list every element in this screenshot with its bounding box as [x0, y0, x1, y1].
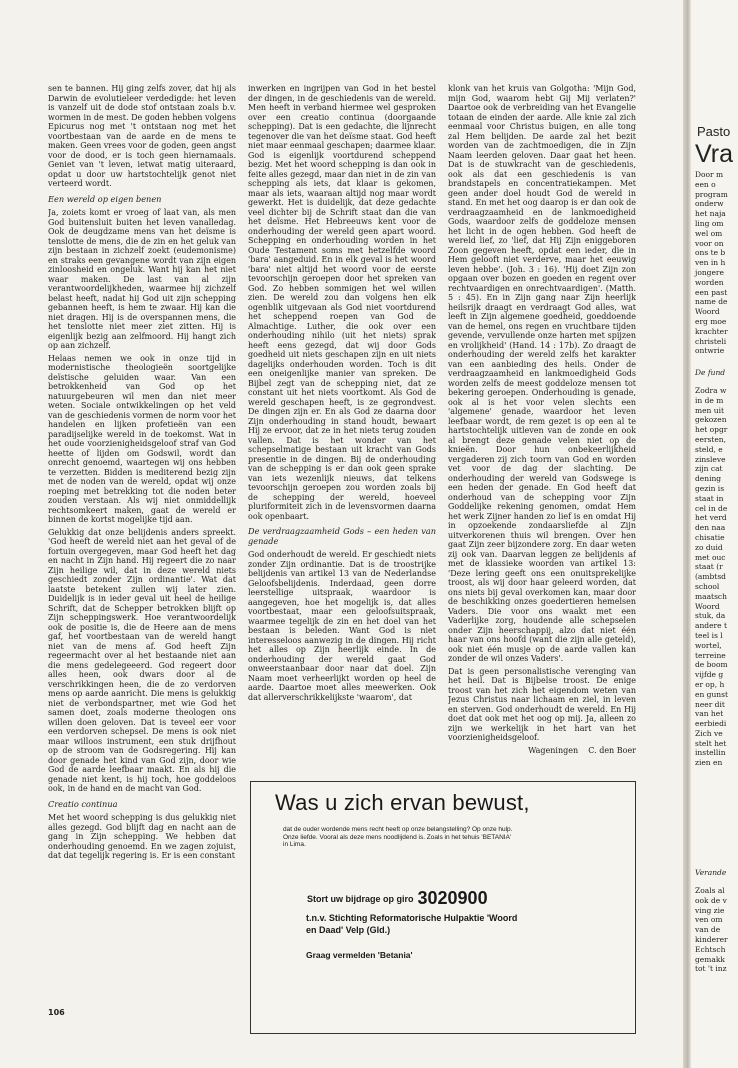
text-fragment: Echtsch — [695, 944, 726, 954]
text-fragment: jongere — [695, 267, 724, 277]
text-fragment: worden — [695, 277, 724, 287]
ad-body-line: dat de ouder wordende mens recht heeft op onze belangstelling? Op onze hulp. — [283, 826, 513, 833]
text-fragment: zo duid — [695, 542, 723, 552]
text-fragment: Woord — [695, 601, 720, 611]
page-number: 106 — [48, 1008, 65, 1017]
right-page-edge — [691, 0, 738, 1068]
ad-body-line: in Lima. — [283, 841, 306, 848]
paragraph: Dat is geen personalistische verenging van het heil. Dat is Bijbelse troost. De enige troost van het zich het eigendom weten van Jezus Christus naar lichaam en ziel, in leven en sterven. God onderhoudt de wereld. En Hij doet dat ook met het oog op mij. Ja, alleen zo zijn we werkelijk in het hart van het voorzienigheidsgeloof. — [448, 666, 636, 742]
text-fragment: christeli — [695, 336, 727, 346]
text-fragment: gekozen — [695, 415, 727, 425]
text-fragment: er op, h — [695, 679, 725, 689]
advertisement-box — [250, 781, 636, 1034]
text-fragment: zien en — [695, 758, 723, 768]
text-fragment: Zodra w — [695, 386, 727, 395]
text-fragment: den naa — [695, 523, 726, 533]
text-fragment: men uit — [695, 405, 725, 415]
right-page-subheading: De fund — [695, 368, 726, 377]
text-fragment: Zich ve — [695, 728, 723, 738]
paragraph: God onderhoudt de wereld. Er geschiedt niets zonder Zijn ordinantie. Dat is de troostrijke belijdenis van artikel 13 van de Nederlandse Geloofsbelijdenis. Inderdaad, geen dorre leerstellige uitspraak, waardoor is aangegeven, hoe het mogelijk is, dat alles voortbestaat, maar een geloofsuitspraak, waarmee tegelijk de zin en het doel van het bestaan is beleden. Want God is niet interesseloos aanwezig in de dingen. Hij richt het alles op Zijn heerlijk einde. In de onderhouding der wereld gaat God onweerstaanbaar door naar dat doel. Zijn Naam moet verheerlijkt worden op heel de aarde. Daartoe moet alles meewerken. Ook dat allerverschrikkelijkste 'waarom', dat — [248, 550, 436, 702]
column-1 — [48, 84, 236, 1004]
text-fragment: neer dit — [695, 699, 725, 709]
text-fragment: stelt het — [695, 738, 727, 748]
text-fragment: dening — [695, 474, 722, 484]
right-page-subheading: Verande — [695, 868, 727, 877]
text-fragment: wel om — [695, 228, 723, 238]
text-fragment: ook de v — [695, 895, 727, 905]
text-fragment: erg moe — [695, 316, 727, 326]
text-fragment: teel is l — [695, 630, 723, 640]
ad-org-line: en Daad' Velp (Gld.) — [306, 925, 391, 935]
text-fragment: een o — [695, 179, 716, 189]
text-fragment: Zoals al — [695, 886, 725, 895]
text-fragment: cel in de — [695, 503, 728, 513]
text-fragment: gemakk — [695, 954, 725, 964]
text-fragment: program — [695, 189, 728, 199]
text-fragment: zijn cat — [695, 464, 723, 474]
text-fragment: ontwrie — [695, 346, 725, 356]
text-fragment: ven om — [695, 915, 723, 925]
book-gutter — [683, 0, 691, 1068]
text-fragment: stuk, da — [695, 611, 726, 621]
text-fragment: van de — [695, 925, 721, 935]
text-fragment: ons te b — [695, 248, 726, 258]
text-fragment: vijfde g — [695, 670, 724, 680]
text-fragment: van het — [695, 709, 724, 719]
text-fragment: chisatie — [695, 532, 725, 542]
ad-org-line: t.n.v. Stichting Reformatorische Hulpaktie 'Woord — [306, 913, 518, 923]
text-fragment: terreine — [695, 650, 726, 660]
column-2 — [248, 84, 436, 774]
ad-body — [283, 826, 583, 849]
column-3 — [448, 84, 636, 774]
text-fragment: staat in — [695, 493, 724, 503]
text-fragment: tot 't inz — [695, 964, 727, 974]
ad-body-line: Onze liefde. Vooral als deze mens noodlijdend is. Zoals in het tehuis 'BETANIA' — [283, 833, 512, 841]
section-heading: Een wereld op eigen benen — [48, 193, 162, 204]
paragraph: klonk van het kruis van Golgotha: 'Mijn God, mijn God, waarom hebt Gij Mij verlaten?' Daartoe ook de verbreiding van het Evangelie totaan de einden der aarde. Alle knie zal zich eenmaal voor Christus buigen, en alle tong zal Hem belijden. De aarde zal het bezit worden van de zachtmoedigen, die in Zijn Naam leerden geloven. Daar gaat het heen. Dat is de stuwkracht van de geschiedenis, ook als dat een geschiedenis is van brandstapels en concentratiekampen. Met geen ander doel houdt God de wereld in stand. En met het oog daarop is er dan ook de verdraagzaamheid en de lankmoedigheid Gods, waardoor zelfs de goddeloze mensen het licht in de ogen hebben. God heeft de wereld lief, zo 'lief, dat Hij Zijn eniggeboren Zoon gegeven heeft, opdat een ieder, die in Hem gelooft niet verderve, maar het eeuwig leven hebbe'. (Joh. 3 : 16). 'Hij doet Zijn zon opgaan over bozen en goeden en regent over rechtvaardigen en onrechtvaardigen'. (Matth. 5 : 45). En in Zijn gang naar Zijn heerlijk heilsrijk draagt en verdraagt God alles, wat leeft in Zijn algemene goedheid, goeddoende van de hemel, ons regen en vruchtbare tijden gevende, vervullende onze harten met spijzen en vrolijkheid' (Hand. 14 : 17b). Zo draagt de onderhouding der wereld zelfs het karakter van een aanbieding des heils. Onder de verdraagzaamheid en lankmoedigheid Gods worden zelfs de meest goddeloze mensen tot bekering geroepen. Onderhouding is genade, ook al is het voor velen slechts een 'algemene' genade, waardoor het leven leefbaar wordt, de rem gezet is op een al te hartstochtelijk uitleven van de zonde en ook al brengt deze genade velen niet op de knieën. Door hun onbekeerlijkheid vergaderen zij zich toorn van God en worden vet voor de dag der slachting. De onderhouding der wereld van Godswege is een heden der genade. En God heeft dat onderhoud van de schepping voor Zijn Goddelijke rekening genomen, omdat Hem het werk Zijner handen zo lief is en omdat Hij in opzoekende zondaarsliefde al Zijn uitverkorenen thuis wil brengen. Over hen gaat Zijn zeer bijzondere zorg. En daar weten zij ook van. Daarvan leggen ze belijdenis af met de klassieke woorden van artikel 13: 'Deze lering geeft ons een onuitsprekelijke troost, als wij door haar geleerd worden, dat ons niets bij geval overkomen kan, maar door de beschikking onzes goedertieren hemelsen Vaders. Die voor ons waakt met een Vaderlijke zorg, houdende alle schepselen onder Zijn heerschappij, alzo dat niet één haar van ons hoofd (want die zijn alle geteld), ook niet één musje op de aarde vallen kan zonder de wil onzes Vaders'. — [448, 84, 636, 663]
text-fragment: voor on — [695, 238, 724, 248]
text-fragment: instellin — [695, 748, 726, 758]
ad-organisation — [306, 912, 606, 936]
text-fragment: staat (r — [695, 562, 723, 572]
text-fragment: steld, e — [695, 444, 723, 454]
section-heading: De verdraagzaamheid Gods – een heden van genade — [248, 526, 436, 546]
text-fragment: gezin is — [695, 483, 725, 493]
ad-giro-number: 3020900 — [417, 888, 488, 908]
right-page-title: Vra — [695, 140, 733, 168]
text-fragment: onderw — [695, 199, 724, 209]
text-fragment: een past — [695, 287, 728, 297]
right-page-kicker: Pasto — [697, 124, 731, 139]
text-fragment: ven in h — [695, 258, 726, 268]
ad-giro-line — [307, 888, 488, 909]
text-fragment: in de m — [695, 395, 724, 405]
paragraph: Gelukkig dat onze belijdenis anders spreekt. 'God heeft de wereld niet aan het geval of de fortuin overgegeven, maar God heeft het dag en nacht in Zijn hand. Hij regeert die zo naar Zijn heilige wil, dat in deze wereld niets geschiedt zonder Zijn ordinantie'. Wat dat laatste betekent zullen wij later zien. Duidelijk is in ieder geval uit heel de heilige Schrift, dat de Schepper betrokken blijft op Zijn scheppingswerk. Hoe verantwoordelijk ook de positie is, die de Heere aan de mens gaf, het voortbestaan van de wereld hangt niet van de mens af. God heeft Zijn regeermacht over al het bestaande niet aan die mens gedelegeeerd. God regeert door alles heen, ook dwars door al de verschrikkingen heen, die de zo verdorven mens op aarde aanricht. Die mens is gelukkig niet de verbondspartner, met wie God het samen doet, zoals moderne theologen ons willen doen geloven. Dat is teveel eer voor een verdorven schepsel. De mens is ook niet maar willoos instrument, een stuk drijfhout op de stroom van de Godsregering. Hij kan door genade het kind van God zijn, door wie God de aarde leefbaar maakt. En als hij die genade niet kent, is hij toch, hoe goddeloos ook, in de hand en de macht van God. — [48, 527, 236, 793]
ad-headline: Was u zich ervan bewust, — [275, 790, 530, 815]
text-fragment: Woord — [695, 307, 720, 317]
paragraph: Met het woord schepping is dus gelukkig niet alles gezegd. God blijft dag en nacht aan de gang in Zijn schepping. We hebben dat onderhouding genoemd. En we zagen zojuist, dat dat tegelijk regering is. Er is een constant — [48, 813, 236, 860]
ad-mention: Graag vermelden 'Betania' — [306, 950, 413, 960]
paragraph: Helaas nemen we ook in onze tijd in modernistische theologieën soortgelijke deïstische geluiden waar. Van een betrokkenheid van God op het natuurgebeuren wil men dan niet meer weten. Sociale ontwikkelingen op het veld van de geschiedenis vormen de norm voor het handelen en lijken profetieën van een paradijselijke wereld in de toekomst. Wat in het oude voorzienigheidsgeloof straf van God heette of lijden om Godswil, wordt dan onrecht genoemd, waartegen wij ons hebben te verzetten. Bidden is mediterend bezig zijn met de noden van de wereld, opdat wij onze roeping met betrekking tot die noden beter zouden verstaan. Als wij niet onmiddellijk rechtsomkeert maken, gaat de wereld er binnen de kortst mogelijke tijd aan. — [48, 353, 236, 524]
paragraph: Ja, zoiets komt er vroeg of laat van, als men God buitensluit buiten het leven vanalledag. Ook de deugdzame mens van het deïsme is tenslotte de mens, die de zin en het geluk van zijn bestaan in zichzelf zoekt (eudemonisme) en straks een gevangene wordt van zijn eigen zinloosheid en ongeluk. Want hij kan het niet waar maken. De last van al zijn verantwoordelijkheden, waarmee hij zichzelf belast heeft, nadat hij God uit zijn schepping gebannen heeft, is hem te zwaar. Hij kan die niet dragen. Hij is de overspannen mens, die het tenslotte niet meer ziet zitten. Hij is eigenlijk bezig aan zelfmoord. Hij hangt zich op aan zichzelf. — [48, 208, 236, 350]
text-fragment: de boom — [695, 660, 728, 670]
text-fragment: zinsleve — [695, 454, 726, 464]
text-fragment: met ouc — [695, 552, 726, 562]
text-fragment: andere t — [695, 621, 727, 631]
text-fragment: name de — [695, 297, 728, 307]
text-fragment: krachter — [695, 326, 728, 336]
text-fragment: het verd — [695, 513, 727, 523]
section-heading: Creatio continua — [48, 798, 118, 809]
ad-giro-label: Stort uw bijdrage op giro — [307, 894, 414, 904]
text-fragment: en gunst — [695, 689, 728, 699]
signature: Wageningen C. den Boer — [528, 745, 636, 755]
text-fragment: eerbiedi — [695, 719, 727, 729]
text-fragment: school — [695, 581, 720, 591]
paragraph: inwerken en ingrijpen van God in het bestel der dingen, in de geschiedenis van de wereld. Men heeft in verband hiermee wel gesproken over een creatio continua (doorgaande schepping). Dat is een gedachte, die lijnrecht tegenover die van het deïsme staat. God heeft niet maar eenmaal geschapen; daarmee klaar. God is eigenlijk voortdurend scheppend bezig. Met het woord schepping is dan ook in feite alles gezegd, maar dan niet in de zin van schepping als iets, dat klaar is gekomen, maar als iets, waaraan altijd nog maar wordt gewerkt. Het is duidelijk, dat deze gedachte veel dichter bij de Schrift staat dan die van het deïsme. Het Hebreeuws kent voor de onderhouding der wereld geen apart woord. Schepping en onderhouding worden in het Oude Testament soms met hetzelfde woord 'bara' aangeduid. En in elk geval is het woord 'bara' niet altijd het woord voor de eerste tevoorschijn geroepen door het spreken van God. Zo hebben sommigen het wel willen zien. De wereld zou dan volgens hen elk ogenblik uitgevaan als God niet voortdurend het scheppend roepen van God de Almachtige. Luther, die ook over een onderhouding nihilo (uit het niets) sprak heeft eens gezegd, dat wij door Gods goedheid uit niets geschapen zijn en uit niets dagelijks onderhouden worden. Toch is dit een oneigenlijke manier van spreken. De Bijbel zegt van de schepping niet, dat ze constant uit het niets voortkomt. Als God de wereld geschapen heeft, is ze gegrondvest. De dingen zijn er. En als God ze daarna door Zijn onderhouding in stand houdt, bewaart Hij ze ervoor, dat ze in het niets terug zouden vallen. Dat is het wonder van het schepselmatige bestaan uit kracht van Gods presentie in de dingen. Bij de onderhouding van de schepping is er dan ook geen sprake van iets wezenlijk nieuws, dat telkens tevoorschijn geroepen zou worden zoals bij de schepping der wereld, hoeveel pluriformiteit zich in de levensvormen daarna ook openbaart. — [248, 84, 436, 521]
text-fragment: (ambtsd — [695, 572, 726, 582]
text-fragment: ving zie — [695, 905, 725, 915]
text-fragment: Door m — [695, 170, 724, 179]
right-page-column-fragment — [695, 886, 738, 974]
right-page-column-fragment — [695, 170, 738, 356]
text-fragment: maatsch — [695, 591, 727, 601]
text-fragment: ling om — [695, 218, 724, 228]
paragraph: sen te bannen. Hij ging zelfs zover, dat hij als Darwin de evolutieleer verdedigde: het leven is vanzelf uit de dode stof ontstaan zoals b.v. wormen in de mest. De goden hebben volgens Epicurus nog met 't ontstaan nog met het voortbestaan van de aarde en de mens te maken. Geen vrees voor de goden, geen angst voor de dood, er is toch geen hiernamaals. Geniet van 't leven, ietwat matig uiteraard, opdat u door uw hartstochtelijk genot niet verteerd wordt. — [48, 84, 236, 188]
right-page-column-fragment — [695, 386, 738, 768]
text-fragment: het opgr — [695, 425, 728, 435]
text-fragment: kinderer — [695, 934, 728, 944]
text-fragment: het naja — [695, 209, 726, 219]
text-fragment: eersten, — [695, 434, 726, 444]
text-fragment: wortel, — [695, 640, 722, 650]
